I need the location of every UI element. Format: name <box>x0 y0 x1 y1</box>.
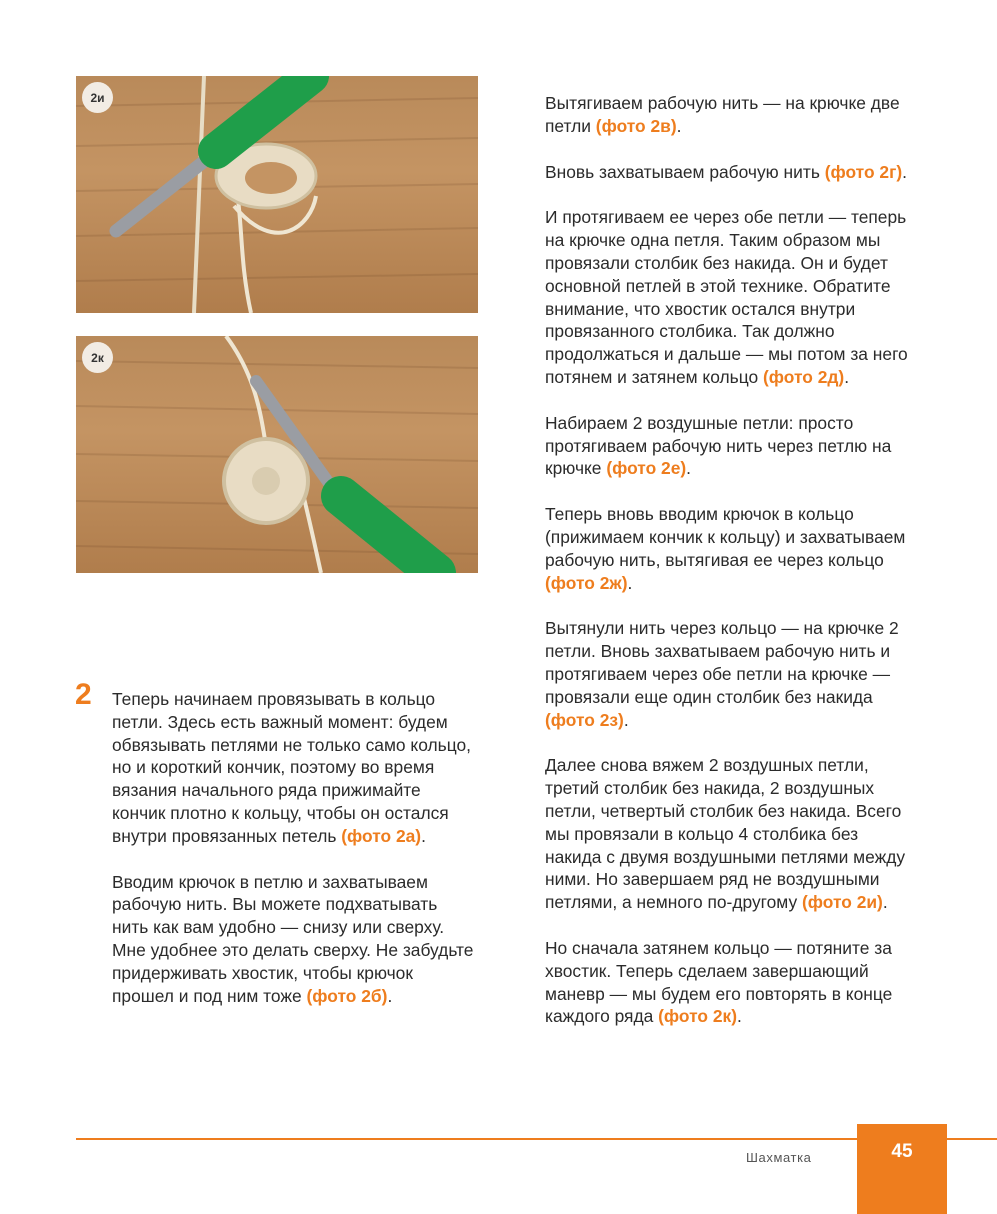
crochet-photo-2i-illustration <box>76 76 478 313</box>
photo-ref-2z: (фото 2з) <box>545 709 624 730</box>
page-number: 45 <box>891 1141 913 1162</box>
photo-badge-2i: 2и <box>82 82 113 113</box>
right-paragraph-4: Набираем 2 воздушные петли: просто протягиваем рабочую нить через петлю на крючке (фото 2е). <box>545 412 892 479</box>
right-paragraph-7: Далее снова вяжем 2 воздушных петли, третий столбик без накида, 2 воздушных петли, четвертый столбик без накида. Всего мы провязали в кольцо 4 столбика без накида с двумя воздушными петлями между ними. Но завершаем ряд не воздушными петлями, а немного по-другому (фото 2и). <box>545 755 906 913</box>
photo-badge-2k: 2к <box>82 342 113 373</box>
photo-ref-2zh: (фото 2ж) <box>545 572 628 593</box>
photo-ref-2e: (фото 2е) <box>606 458 687 479</box>
left-paragraph-2: Вводим крючок в петлю и захватываем рабочую нить. Вы можете подхватывать нить как вам удобно — снизу или сверху. Мне удобнее это делать сверху. Не забудьте придерживать хвостик, чтобы крючок прошел и под ним тоже (фото 2б). <box>112 871 474 1006</box>
right-paragraph-8: Но сначала затянем кольцо — потяните за хвостик. Теперь сделаем завершающий маневр — мы будем его повторять в конце каждого ряда (фото 2к). <box>545 937 893 1027</box>
photo-ref-2d: (фото 2д) <box>762 366 845 387</box>
photo-ref-2k: (фото 2к) <box>658 1006 738 1027</box>
right-paragraph-1: Вытягиваем рабочую нить — на крючке две петли (фото 2в). <box>545 93 900 136</box>
left-column <box>112 688 478 1030</box>
right-paragraph-3: И протягиваем ее через обе петли — теперь на крючке одна петля. Таким образом мы провязали столбик без накида. Он и будет основной петлей в этой технике. Обратите внимание, что хвостик остался внутри провязанного столбика. Так должно продолжаться и дальше — мы потом за него потянем и затянем кольцо (фото 2д). <box>545 207 908 387</box>
photo-ref-2g: (фото 2г) <box>824 161 903 182</box>
right-paragraph-5: Теперь вновь вводим крючок в кольцо (прижимаем кончик к кольцу) и захватываем рабочую нить, вытягивая ее через кольцо (фото 2ж). <box>545 504 906 593</box>
footer-section-title: Шахматка <box>746 1150 812 1165</box>
photo-ref-2i: (фото 2и) <box>801 892 883 913</box>
photo-2i <box>76 76 478 313</box>
page-number-box <box>857 1124 947 1214</box>
left-paragraph-1: Теперь начинаем провязывать в кольцо петли. Здесь есть важный момент: будем обвязывать петлями не только само кольцо, но и короткий кончик, поэтому во время вязания начального ряда прижимайте кончик плотно к кольцу, чтобы он остался внутри провязанных петель (фото 2а). <box>112 689 471 846</box>
right-column <box>545 92 913 1051</box>
step-number: 2 <box>75 678 92 711</box>
photo-ref-2b: (фото 2б) <box>306 985 388 1006</box>
photo-2k <box>76 336 478 573</box>
crochet-photo-2k-illustration <box>76 336 478 573</box>
photo-ref-2v: (фото 2в) <box>595 115 677 136</box>
right-paragraph-2: Вновь захватываем рабочую нить (фото 2г). <box>545 161 907 182</box>
photo-ref-2a: (фото 2а) <box>341 825 422 846</box>
right-paragraph-6: Вытянули нить через кольцо — на крючке 2 петли. Вновь захватываем рабочую нить и протягиваем через обе петли на крючке — провязали еще один столбик без накида (фото 2з). <box>545 618 899 730</box>
